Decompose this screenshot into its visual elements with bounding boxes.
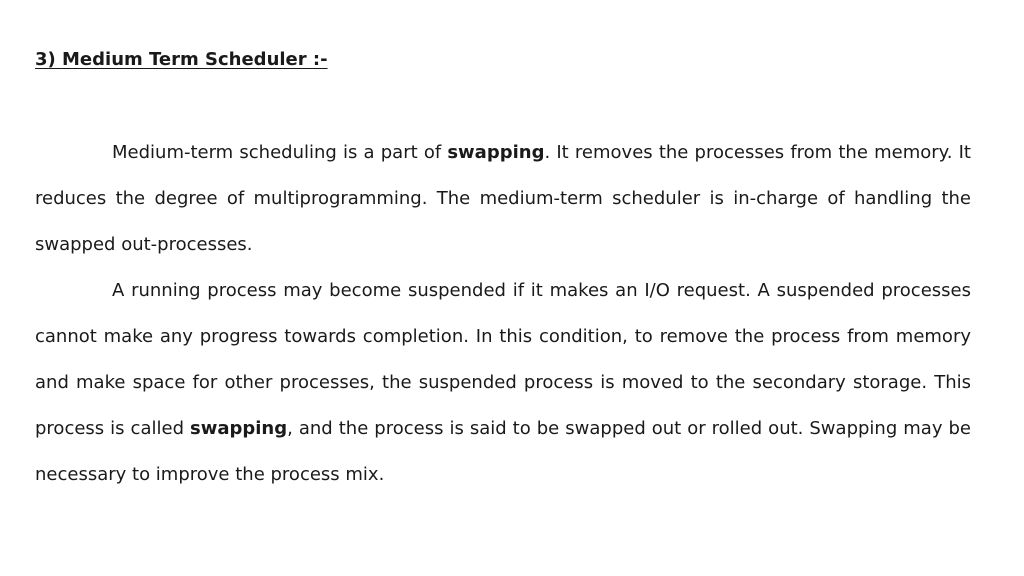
section-heading: 3) Medium Term Scheduler :-	[35, 49, 328, 70]
paragraph-2-bold-term: swapping	[190, 418, 288, 439]
paragraph-1-text-after: . It removes the processes from the memory. It reduces the degree of multiprogramming. The medium-term scheduler is in-charge of handling the swapped out-processes.	[35, 142, 971, 255]
paragraph-2-text-after: , and the process is said to be swapped out or rolled out. Swapping may be necessary to improve the process mix.	[35, 418, 971, 485]
paragraph-1-text-before: Medium-term scheduling is a part of	[112, 142, 448, 163]
paragraph-2	[35, 268, 971, 498]
paragraph-2-text-before: A running process may become suspended if it makes an I/O request. A suspended processes cannot make any progress towards completion. In this condition, to remove the process from memory and make space for other processes, the suspended process is moved to the secondary storage. This process is called	[35, 280, 971, 439]
body-text	[35, 130, 971, 498]
paragraph-1	[35, 130, 971, 268]
paragraph-1-bold-term: swapping	[447, 142, 545, 163]
